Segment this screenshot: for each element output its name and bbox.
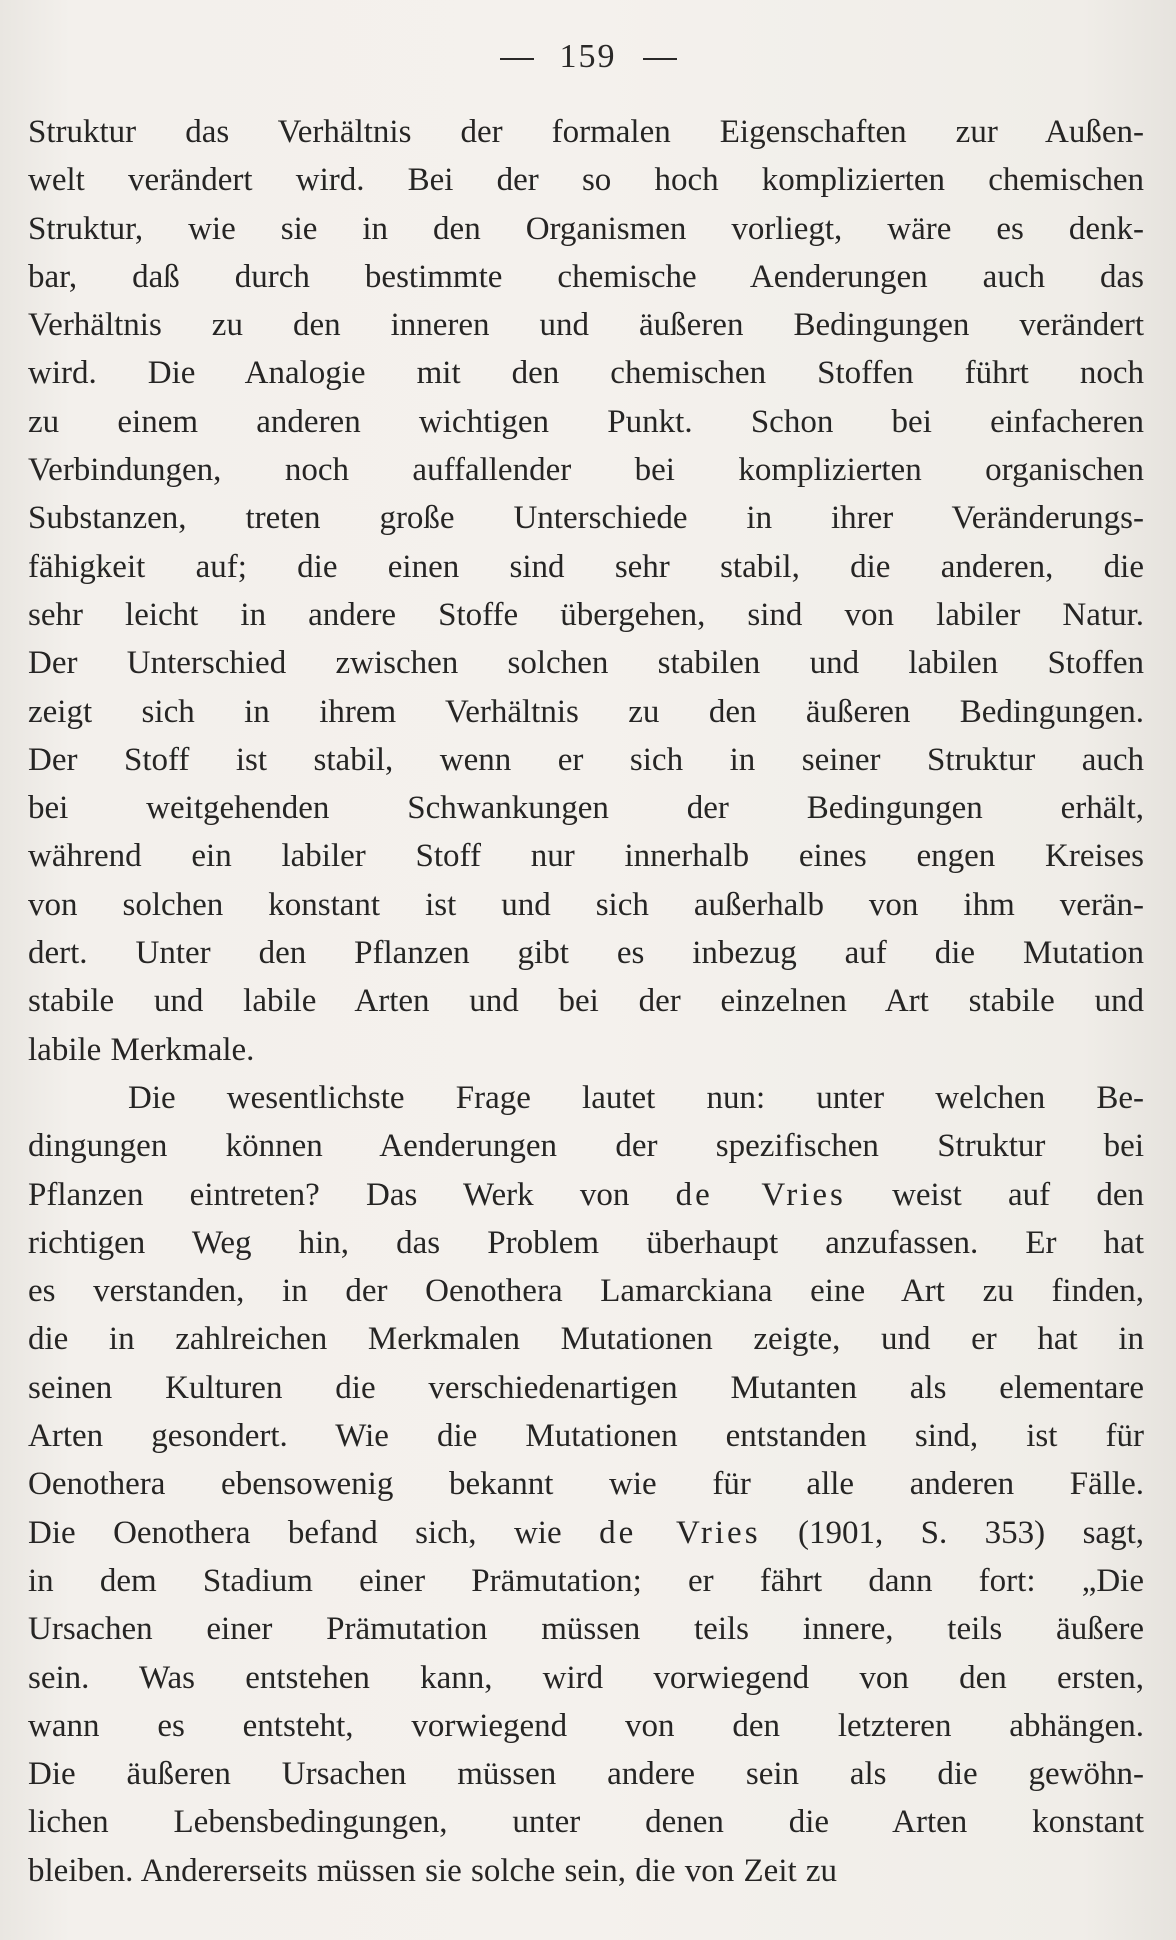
text-line: bei weitgehenden Schwankungen der Bedingungen erhält,: [28, 790, 1144, 827]
text-line: Verhältnis zu den inneren und äußeren Bedingungen verändert: [28, 307, 1144, 344]
text-line: die in zahlreichen Merkmalen Mutationen zeigte, und er hat in: [28, 1321, 1144, 1358]
header-dash-left: [500, 58, 534, 60]
text-line: in dem Stadium einer Prämutation; er fährt dann fort: „Die: [28, 1562, 1144, 1599]
text-line: bar, daß durch bestimmte chemische Aenderungen auch das: [28, 258, 1144, 295]
text-line: stabile und labile Arten und bei der einzelnen Art stabile und: [28, 983, 1144, 1020]
text-line: labile Merkmale.: [28, 1031, 255, 1068]
text-line: es verstanden, in der Oenothera Lamarckiana eine Art zu finden,: [28, 1273, 1144, 1310]
paragraph: [28, 108, 1144, 1074]
text-line: dert. Unter den Pflanzen gibt es inbezug auf die Mutation: [28, 935, 1144, 972]
text-line: sehr leicht in andere Stoffe übergehen, sind von labiler Natur.: [28, 596, 1144, 633]
text-line: zu einem anderen wichtigen Punkt. Schon bei einfacheren: [28, 403, 1144, 440]
text-line: wird. Die Analogie mit den chemischen Stoffen führt noch: [28, 355, 1144, 392]
text-line: von solchen konstant ist und sich außerhalb von ihm verän-: [28, 886, 1144, 923]
text-line: richtigen Weg hin, das Problem überhaupt anzufassen. Er hat: [28, 1224, 1144, 1261]
text-line: [28, 1171, 1144, 1219]
text-line: Ursachen einer Prämutation müssen teils innere, teils äußere: [28, 1611, 1144, 1648]
text-line: sein. Was entstehen kann, wird vorwiegend von den ersten,: [28, 1659, 1144, 1696]
text-line: Die äußeren Ursachen müssen andere sein als die gewöhn-: [28, 1756, 1144, 1793]
author-name: de Vries: [599, 1514, 761, 1551]
author-name: de Vries: [675, 1176, 846, 1213]
text-line: bleiben. Andererseits müssen sie solche sein, die von Zeit zu: [28, 1852, 838, 1889]
header-dash-right: [643, 58, 677, 60]
text-line: Der Stoff ist stabil, wenn er sich in seiner Struktur auch: [28, 741, 1144, 778]
text-segment: (1901, S. 353) sagt,: [760, 1514, 1144, 1551]
text-line: wann es entsteht, vorwiegend von den letzteren abhängen.: [28, 1707, 1144, 1744]
text-line: Die wesentlichste Frage lautet nun: unter welchen Be-: [128, 1079, 1144, 1116]
text-segment: weist auf den: [845, 1176, 1144, 1213]
paragraph: [28, 1074, 1144, 1895]
text-line: Substanzen, treten große Unterschiede in ihrer Veränderungs-: [28, 500, 1144, 537]
text-line: [28, 1509, 1144, 1557]
text-line: welt verändert wird. Bei der so hoch komplizierten chemischen: [28, 162, 1144, 199]
page-header: [0, 38, 1176, 76]
text-line: fähigkeit auf; die einen sind sehr stabil, die anderen, die: [28, 548, 1144, 585]
text-line: Verbindungen, noch auffallender bei komplizierten organischen: [28, 452, 1144, 489]
text-segment: Pflanzen eintreten? Das Werk von: [28, 1176, 676, 1213]
text-line: während ein labiler Stoff nur innerhalb eines engen Kreises: [28, 838, 1144, 875]
text-line: zeigt sich in ihrem Verhältnis zu den äußeren Bedingungen.: [28, 693, 1144, 730]
text-line: Der Unterschied zwischen solchen stabilen und labilen Stoffen: [28, 645, 1144, 682]
text-line: Struktur das Verhältnis der formalen Eigenschaften zur Außen-: [28, 114, 1144, 150]
text-segment: Die Oenothera befand sich, wie: [28, 1514, 600, 1551]
text-line: lichen Lebensbedingungen, unter denen die Arten konstant: [28, 1804, 1144, 1841]
text-line: dingungen können Aenderungen der spezifischen Struktur bei: [28, 1128, 1144, 1165]
text-line: seinen Kulturen die verschiedenartigen Mutanten als elementare: [28, 1369, 1144, 1406]
body-text: [28, 108, 1144, 1895]
text-line: Oenothera ebensowenig bekannt wie für alle anderen Fälle.: [28, 1466, 1144, 1503]
text-line: Struktur, wie sie in den Organismen vorliegt, wäre es denk-: [28, 210, 1144, 247]
page-number: 159: [559, 38, 617, 75]
text-line: Arten gesondert. Wie die Mutationen entstanden sind, ist für: [28, 1418, 1144, 1455]
